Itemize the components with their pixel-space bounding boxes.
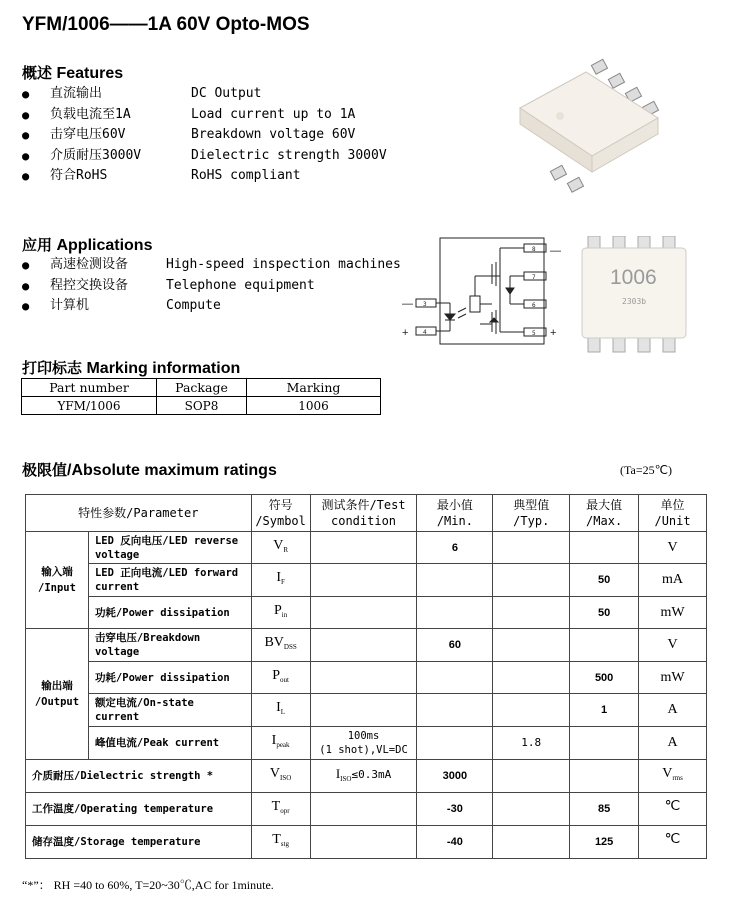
list-item-cn: 直流输出 (50, 86, 103, 101)
list-item-en: RoHS compliant (191, 168, 301, 183)
unit-cell: A (639, 727, 707, 760)
symbol-sub: peak (276, 741, 290, 749)
min-cell: -30 (417, 793, 493, 826)
header-cond: 测试条件/Test condition (310, 495, 417, 532)
list-item-cn: 程控交换设备 (50, 277, 129, 293)
table-row (26, 629, 707, 662)
param-label: 介质耐压/Dielectric strength * (26, 760, 252, 793)
list-item (22, 296, 422, 316)
unit-cell (639, 826, 707, 859)
applications-list (22, 255, 422, 317)
param-label: 额定电流/On-state current (88, 694, 251, 727)
amr-heading-cn: 极限值 (22, 461, 68, 479)
amr-ta-condition: (Ta=25℃) (620, 463, 673, 477)
symbol-cell (251, 662, 310, 694)
symbol-sub: out (280, 675, 289, 684)
max-cell: 125 (570, 826, 639, 859)
symbol-main: I (276, 570, 281, 585)
page-title: YFM/1006——1A 60V Opto-MOS (22, 14, 310, 35)
min-cell (417, 727, 493, 760)
min-cell (417, 597, 493, 629)
amr-table (25, 494, 707, 859)
marking-package: SOP8 (157, 397, 247, 415)
marking-part-number: YFM/1006 (22, 397, 157, 415)
list-item-cn: 负载电流至1A (50, 106, 131, 122)
header-min: 最小值 /Min. (417, 495, 493, 532)
condition-cell (310, 694, 417, 727)
list-item-en: Dielectric strength 3000V (191, 147, 387, 163)
bullet-icon: ● (22, 278, 30, 293)
symbol-sub: ISO (340, 774, 352, 783)
bullet-icon: ● (22, 107, 30, 122)
symbol-sub: opr (280, 807, 290, 815)
typ-cell (493, 760, 570, 793)
list-item-en: High-speed inspection machines (166, 257, 401, 272)
typ-cell (493, 629, 570, 662)
min-cell: 3000 (417, 760, 493, 793)
list-item-en: Breakdown voltage 60V (191, 127, 356, 142)
condition-cell: 100ms (1 shot),VL=DC (310, 727, 417, 760)
bullet-icon: ● (22, 128, 30, 142)
bullet-icon: ● (22, 258, 30, 272)
symbol-cell (251, 629, 310, 662)
typ-cell (493, 662, 570, 694)
symbol-cell (251, 597, 310, 629)
table-row (26, 694, 707, 727)
symbol-main: P (273, 602, 282, 618)
unit-cell: V (639, 629, 707, 662)
min-cell: -40 (417, 826, 493, 859)
symbol-sub: L (280, 708, 286, 716)
applications-heading-en: Applications (56, 237, 153, 254)
typ-cell (493, 694, 570, 727)
table-row (26, 826, 707, 859)
amr-heading (22, 459, 277, 480)
min-cell (417, 694, 493, 727)
symbol-main: T (272, 832, 281, 847)
bullet-icon: ● (22, 299, 30, 313)
unit-cell (639, 793, 707, 826)
list-item (22, 105, 502, 125)
symbol-sub: F (280, 578, 285, 586)
unit-cell: mW (639, 597, 707, 629)
symbol-sub: rms (672, 774, 683, 782)
footnote-mark: “*”： (22, 878, 51, 892)
schematic-plus-right: + (550, 327, 557, 339)
table-row (26, 793, 707, 826)
symbol-main: I (335, 765, 341, 781)
list-item-cn: 介质耐压3000V (50, 147, 142, 163)
max-cell (570, 760, 639, 793)
symbol-cell (251, 826, 310, 859)
min-cell: 6 (417, 532, 493, 564)
schematic-pin-6: 6 (532, 302, 536, 309)
schematic-plus-left: + (402, 327, 409, 339)
param-label: 功耗/Power dissipation (88, 662, 251, 694)
marking-header-part: Part number (22, 379, 157, 397)
symbol-sub: DSS (283, 643, 297, 651)
typ-cell (493, 793, 570, 826)
features-heading-en: Features (56, 65, 124, 82)
condition-cell (310, 662, 417, 694)
condition-cell (310, 564, 417, 597)
max-cell: 500 (570, 662, 639, 694)
symbol-main: P (272, 667, 281, 683)
min-cell (417, 564, 493, 597)
max-cell: 1 (570, 694, 639, 727)
chip-3d-illustration (508, 56, 668, 201)
symbol-sub: stg (280, 840, 289, 848)
symbol-cell (251, 694, 310, 727)
condition-cell (310, 793, 417, 826)
list-item (22, 276, 422, 296)
unit-cell: mA (639, 564, 707, 597)
list-item-cn: 符合RoHS (50, 168, 108, 183)
param-label: 峰值电流/Peak current (88, 727, 251, 760)
schematic-pin-5: 5 (532, 330, 536, 337)
max-cell: 50 (570, 597, 639, 629)
unit-cell: mW (639, 662, 707, 694)
list-item-en: Compute (166, 298, 221, 313)
symbol-cell (251, 564, 310, 597)
list-item-en: DC Output (191, 86, 262, 101)
header-unit: 单位 /Unit (639, 495, 707, 532)
symbol-main: BV (264, 635, 284, 650)
condition-cell (310, 629, 417, 662)
bullet-icon: ● (22, 169, 30, 183)
condition-cell (310, 597, 417, 629)
symbol-main: ℃ (664, 799, 681, 814)
list-item-en: Load current up to 1A (191, 106, 356, 122)
table-row (26, 564, 707, 597)
header-typ: 典型值 /Typ. (493, 495, 570, 532)
list-item (22, 125, 502, 145)
header-parameter: 特性参数/Parameter (26, 495, 252, 532)
schematic-minus-right: — (550, 245, 561, 257)
footnote (22, 876, 274, 893)
marking-table (21, 378, 381, 415)
symbol-sub: ISO (280, 774, 292, 782)
header-sym: 符号 /Symbol (251, 495, 310, 532)
schematic-minus-left: — (402, 298, 413, 310)
marking-header-marking: Marking (247, 379, 381, 397)
unit-cell (639, 760, 707, 793)
footnote-text: RH =40 to 60%, T=20~30℃,AC for 1minute. (53, 878, 274, 892)
min-cell (417, 662, 493, 694)
list-item-en: Telephone equipment (166, 277, 315, 293)
schematic-pin-3: 3 (423, 301, 427, 308)
features-heading (22, 62, 123, 83)
features-heading-cn: 概述 (22, 64, 53, 82)
max-cell (570, 727, 639, 760)
symbol-sub: R (283, 545, 288, 554)
circuit-schematic (398, 236, 570, 350)
schematic-pin-7: 7 (532, 274, 536, 281)
param-label: 功耗/Power dissipation (88, 597, 251, 629)
table-row (26, 662, 707, 694)
symbol-main: T (271, 799, 281, 814)
chip-photo (580, 236, 690, 356)
schematic-pin-8: 8 (532, 246, 536, 253)
list-item (22, 146, 502, 166)
marking-value: 1006 (247, 397, 381, 415)
condition-cell (310, 532, 417, 564)
marking-header-package: Package (157, 379, 247, 397)
symbol-main: V (269, 766, 281, 781)
max-cell (570, 629, 639, 662)
group-input: 输入端 /Input (26, 532, 89, 629)
param-label: 工作温度/Operating temperature (26, 793, 252, 826)
bullet-icon: ● (22, 148, 30, 163)
chip-marking-line1: 1006 (610, 266, 657, 289)
marking-heading (22, 357, 240, 378)
condition-cell (310, 760, 417, 793)
param-label: LED 反向电压/LED reverse voltage (88, 532, 251, 564)
min-cell: 60 (417, 629, 493, 662)
symbol-main: V (662, 766, 673, 781)
symbol-main: I (276, 700, 281, 715)
amr-heading-en: /Absolute maximum ratings (67, 462, 277, 479)
marking-heading-en: Marking information (86, 360, 241, 377)
typ-cell (493, 532, 570, 564)
list-item (22, 166, 502, 186)
symbol-cell (251, 793, 310, 826)
marking-heading-cn: 打印标志 (22, 359, 83, 377)
header-max: 最大值 /Max. (570, 495, 639, 532)
features-list (22, 84, 502, 184)
condition-cell (310, 826, 417, 859)
group-output: 输出端 /Output (26, 629, 89, 760)
list-item-cn: 计算机 (50, 298, 90, 313)
param-label: LED 正向电流/LED forward current (88, 564, 251, 597)
symbol-cell (251, 532, 310, 564)
typ-cell: 1.8 (493, 727, 570, 760)
typ-cell (493, 564, 570, 597)
list-item (22, 255, 422, 275)
applications-heading (22, 234, 152, 255)
max-cell: 50 (570, 564, 639, 597)
condition-value: ≤0.3mA (351, 767, 392, 781)
symbol-main: ℃ (664, 832, 681, 847)
list-item-cn: 高速检测设备 (50, 257, 129, 272)
list-item-cn: 击穿电压60V (50, 127, 126, 142)
table-row (26, 727, 707, 760)
bullet-icon: ● (22, 87, 30, 101)
max-cell: 85 (570, 793, 639, 826)
symbol-main: I (271, 733, 277, 748)
table-row (26, 532, 707, 564)
unit-cell: V (639, 532, 707, 564)
schematic-pin-4: 4 (423, 329, 427, 336)
chip-marking-line2: 2303b (622, 297, 647, 306)
param-label: 储存温度/Storage temperature (26, 826, 252, 859)
table-row (26, 597, 707, 629)
table-row (26, 760, 707, 793)
max-cell (570, 532, 639, 564)
list-item (22, 84, 502, 104)
typ-cell (493, 826, 570, 859)
typ-cell (493, 597, 570, 629)
param-label: 击穿电压/Breakdown voltage (88, 629, 251, 662)
symbol-main: V (273, 537, 284, 553)
symbol-cell (251, 760, 310, 793)
unit-cell: A (639, 694, 707, 727)
symbol-sub: in (281, 610, 288, 619)
symbol-cell (251, 727, 310, 760)
applications-heading-cn: 应用 (22, 236, 53, 254)
